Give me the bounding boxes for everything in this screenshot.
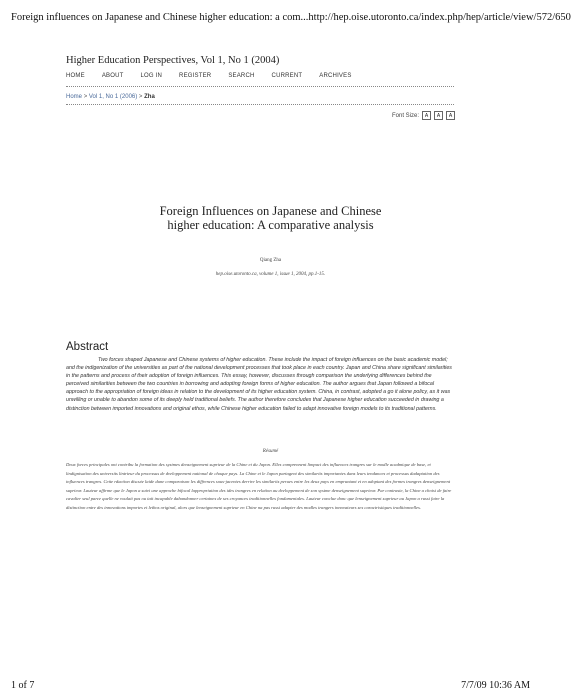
abstract-heading: Abstract bbox=[66, 341, 109, 353]
nav-register[interactable]: REGISTER bbox=[179, 73, 212, 79]
journal-title: Higher Education Perspectives, Vol 1, No 1 (2004) bbox=[66, 55, 280, 66]
article-author: Qiang Zha bbox=[259, 258, 282, 263]
breadcrumb-divider bbox=[66, 104, 454, 105]
breadcrumb bbox=[66, 94, 155, 100]
article-title-line: Foreign Influences on Japanese and Chinese bbox=[159, 204, 382, 218]
breadcrumb-separator: > bbox=[83, 94, 88, 100]
page-number: 1 of 7 bbox=[11, 680, 35, 691]
nav-login[interactable]: LOG IN bbox=[140, 73, 163, 79]
print-timestamp: 7/7/09 10:36 AM bbox=[461, 680, 530, 691]
article-title-line: higher education: A comparative analysis bbox=[167, 218, 374, 232]
font-size-label: Font Size: bbox=[391, 112, 419, 119]
article-citation: hep.oise.utoronto.ca, volume 1, issue 1, 2004, pp.1-15. bbox=[215, 272, 326, 277]
breadcrumb-issue[interactable]: Vol 1, No 1 (2006) bbox=[88, 94, 138, 100]
breadcrumb-separator: > bbox=[138, 94, 143, 100]
font-size-control bbox=[392, 111, 455, 120]
print-footer bbox=[11, 680, 530, 691]
breadcrumb-home[interactable]: Home bbox=[66, 94, 83, 100]
breadcrumb-current[interactable]: Zha bbox=[144, 94, 155, 100]
resume-heading: Résumé bbox=[262, 449, 279, 454]
nav-archives[interactable]: ARCHIVES bbox=[319, 73, 352, 79]
resume-text: Deux forces principales ont contribu la formation des systmes denseignement suprieur de la Chine et du Japon. Elles comprennent limpact des influences trangres sur le modle acadmique de base, et lindignisation des universits lintrieur du processus de dveloppement national de chaque pays. La Chine et le Japon partagent des similarits importantes dans leurs tendances et processus dadaptation des influences trangres. Cette rdaction discute laide dune comparaison les diffrences sous-jacentes derrire les similarits perues entre les deux pays en empruntant et en adoptant des formes trangres denseignement suprieur. Lauteur affirme que le Japon a suivi une approche bifocal lappropriation des ides trangres en relation au dveloppement de son systme denseignement suprieur. Par contraste, la Chine a choisi de faire cavalier seul parce quelle ne voulait pas ou tait incapable dabandonner certaines de ses croyances traditionnelles fondamentales. Lauteur conclue donc que lenseignement suprieur au Japon a russi faire la distinction entre des innovations importes et lethos original, alors que lenseignement suprieur en Chine na pas russi adapter des modles trangers innovateurs ses caractristiques traditionnelles. bbox=[66, 462, 452, 510]
main-nav bbox=[66, 73, 369, 79]
nav-about[interactable]: ABOUT bbox=[101, 73, 124, 79]
print-header bbox=[11, 12, 571, 23]
article-title bbox=[0, 204, 541, 232]
nav-current[interactable]: CURRENT bbox=[271, 73, 303, 79]
font-medium-button[interactable]: A bbox=[434, 111, 443, 120]
font-large-button[interactable]: A bbox=[446, 111, 455, 120]
nav-home[interactable]: HOME bbox=[66, 73, 85, 79]
print-page-url[interactable]: http://hep.oise.utoronto.ca/index.php/hep/article/view/572/650 bbox=[308, 12, 571, 23]
print-page-title: Foreign influences on Japanese and Chinese higher education: a com... bbox=[11, 12, 309, 23]
font-small-button[interactable]: A bbox=[422, 111, 431, 120]
nav-divider bbox=[66, 86, 454, 87]
nav-search[interactable]: SEARCH bbox=[228, 73, 255, 79]
abstract-text: Two forces shaped Japanese and Chinese systems of higher education. These include the impact of foreign influences on the basic academic model; and the indigenization of the universities as part of the national development processes that took place in each country. Japan and China share significant similarities in the patterns and process of their adoption of foreign influences. This essay, however, discusses through comparison the underlying differences behind the perceived similarities between the two countries in borrowing and adopting foreign forms of higher education. The author argues that Japan followed a bifocal approach to the appropriation of foreign ideas in relation to the development of its higher education system. China, in contrast, adopted a go it alone policy, as it was unwilling or unable to abandon some of its deeply held traditional beliefs. The author therefore concludes that Japanese higher education succeeded in drawing a distinction between imported innovations and original ethos, while Chinese higher education failed to adapt innovative foreign models to its traditional patterns. bbox=[66, 357, 452, 412]
